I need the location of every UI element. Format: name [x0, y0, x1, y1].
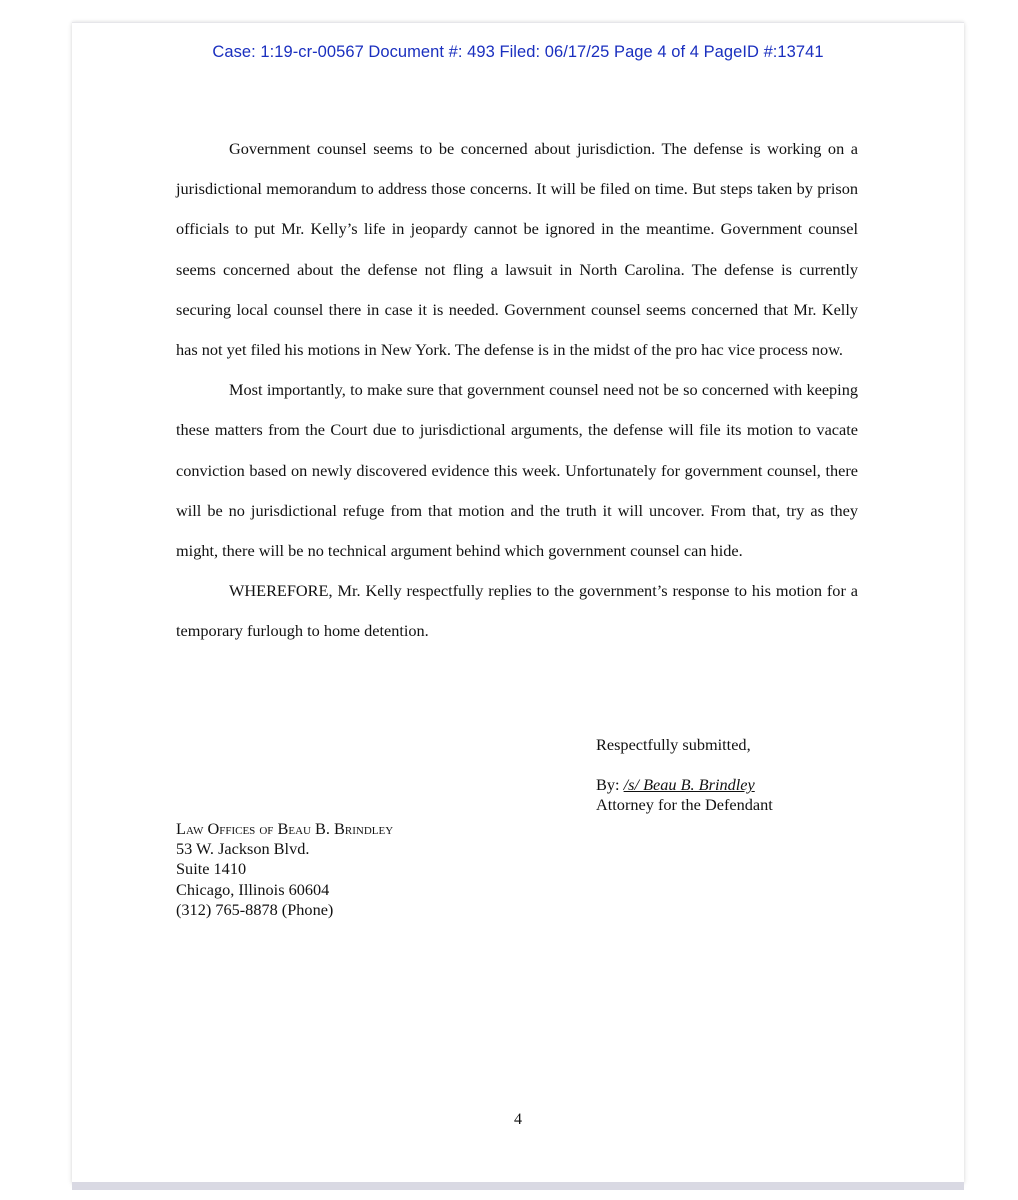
signature-line [596, 775, 773, 795]
document-body [176, 129, 858, 652]
signature-block [596, 735, 773, 815]
city-state-zip: Chicago, Illinois 60604 [176, 879, 330, 899]
phone-number: (312) 765-8878 (Phone) [176, 899, 334, 919]
respectfully-submitted: Respectfully submitted, [596, 735, 751, 754]
page-bottom-edge [72, 1182, 964, 1190]
paragraph-jurisdiction: Government counsel seems to be concerned about jurisdiction. The defense is working on a jurisdictional memorandum to address those concerns. It will be filed on time. But steps taken by prison officials to put Mr. Kelly’s life in jeopardy cannot be ignored in the meantime. Government counsel seems concerned about the defense not fling a lawsuit in North Carolina. The defense is currently securing local counsel there in case it is needed. Government counsel seems concerned that Mr. Kelly has not yet filed his motions in New York. The defense is in the midst of the pro hac vice process now. [176, 139, 858, 360]
suite-number: Suite 1410 [176, 859, 247, 879]
document-page [72, 22, 964, 1183]
attorney-role: Attorney for the Defendant [596, 795, 773, 814]
by-label: By: [596, 775, 624, 794]
street-address: 53 W. Jackson Blvd. [176, 839, 310, 859]
page-number: 4 [514, 1111, 522, 1128]
law-office-address [176, 819, 393, 920]
paragraph-wherefore: WHEREFORE, Mr. Kelly respectfully replies to the government’s response to his motion for a temporary furlough to home detention. [176, 581, 858, 641]
case-header: Case: 1:19-cr-00567 Document #: 493 Filed: 06/17/25 Page 4 of 4 PageID #:13741 [212, 43, 824, 61]
firm-name: Law Offices of Beau B. Brindley [176, 819, 394, 838]
paragraph-motion-to-vacate: Most importantly, to make sure that government counsel need not be so concerned with keeping these matters from the Court due to jurisdictional arguments, the defense will file its motion to vacate conviction based on newly discovered evidence this week. Unfortunately for government counsel, there will be no jurisdictional refuge from that motion and the truth it will uncover. From that, try as they might, there will be no technical argument behind which government counsel can hide. [176, 380, 858, 561]
attorney-signature: /s/ Beau B. Brindley [623, 775, 755, 794]
